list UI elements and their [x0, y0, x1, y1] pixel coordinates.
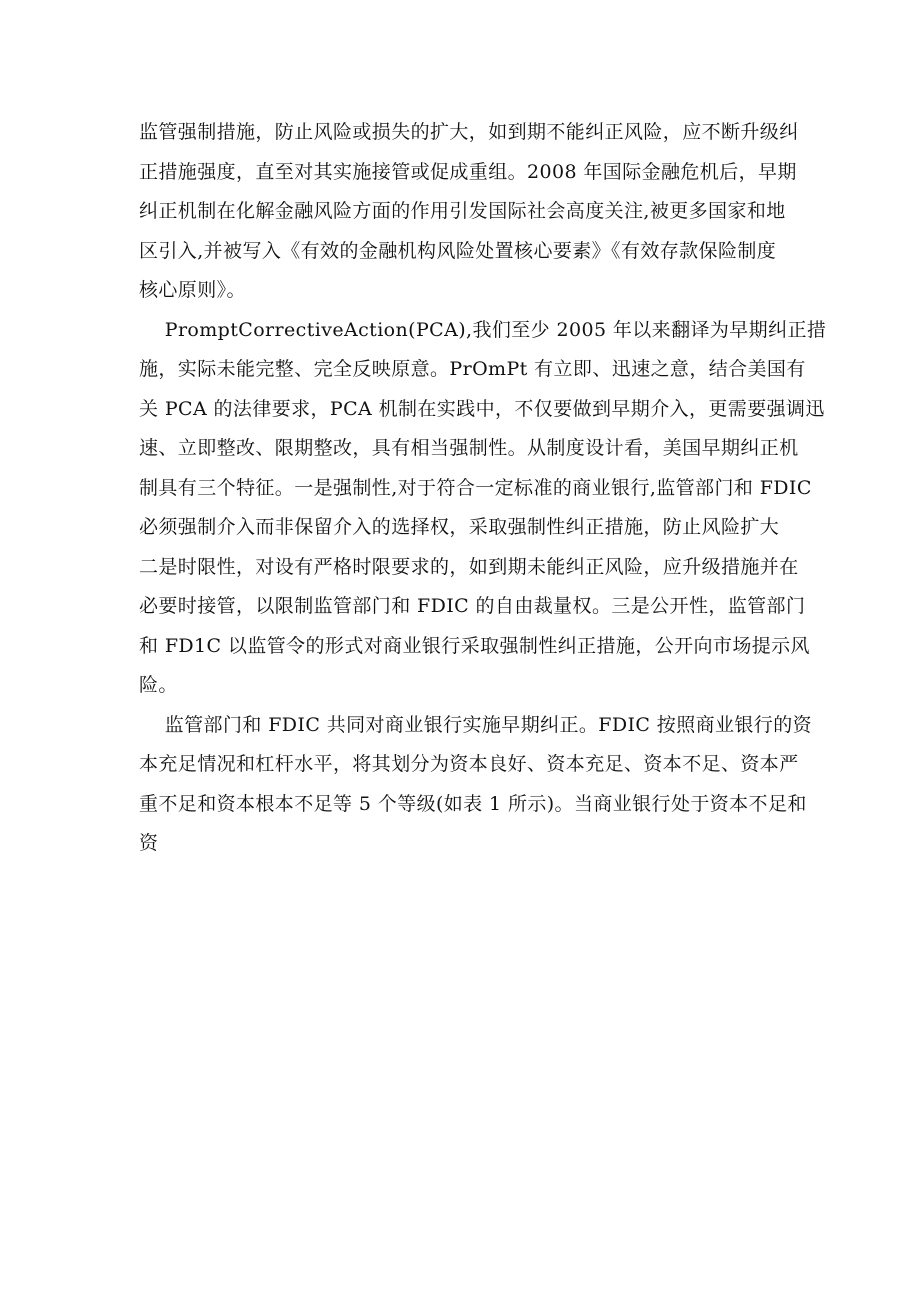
paragraph-3 [139, 706, 920, 864]
text-line: 关 PCA 的法律要求，PCA 机制在实践中，不仅要做到早期介入，更需要强调迅 [139, 397, 825, 420]
text-line: 速、立即整改、限期整改，具有相当强制性。从制度设计看，美国早期纠正机 [139, 437, 799, 459]
text-line: 区引入,并被写入《有效的金融机构风险处置核心要素》《有效存款保险制度 [139, 239, 777, 262]
text-line: 和 FD1C 以监管令的形式对商业银行采取强制性纠正措施，公开向市场提示风 [139, 634, 810, 657]
text-line: 施，实际未能完整、完全反映原意。PrOmPt 有立即、迅速之意，结合美国有 [139, 358, 806, 380]
text-line: 核心原则》。 [139, 279, 246, 301]
body-text [139, 113, 920, 864]
paragraph-2 [139, 311, 920, 706]
text-line: 资 [139, 832, 159, 854]
text-line: 纠正机制在化解金融风险方面的作用引发国际社会高度关注,被更多国家和地 [139, 200, 786, 222]
text-line: 监管部门和 FDIC 共同对商业银行实施早期纠正。FDIC 按照商业银行的资 [139, 713, 812, 736]
text-line: 险。 [139, 674, 178, 696]
text-line: 正措施强度，直至对其实施接管或促成重组。2008 年国际金融危机后，早期 [139, 160, 797, 183]
text-line: 必要时接管，以限制监管部门和 FDIC 的自由裁量权。三是公开性，监管部门 [139, 595, 806, 617]
text-line: 二是时限性，对设有严格时限要求的，如到期未能纠正风险，应升级措施并在 [139, 555, 799, 578]
text-line: 本充足情况和杠杆水平，将其划分为资本良好、资本充足、资本不足、资本严 [139, 753, 799, 775]
paragraph-1 [139, 113, 920, 311]
text-line: 制具有三个特征。一是强制性,对于符合一定标准的商业银行,监管部门和 FDIC [139, 476, 812, 499]
text-line: 监管强制措施，防止风险或损失的扩大，如到期不能纠正风险，应不断升级纠 [139, 121, 799, 143]
text-line: 重不足和资本根本不足等 5 个等级(如表 1 所示)。当商业银行处于资本不足和 [139, 792, 807, 815]
text-line: PromptCorrectiveAction(PCA),我们至少 2005 年以来翻译为早期纠正措 [139, 318, 827, 341]
text-line: 必须强制介入而非保留介入的选择权，采取强制性纠正措施，防止风险扩大 [139, 516, 780, 538]
